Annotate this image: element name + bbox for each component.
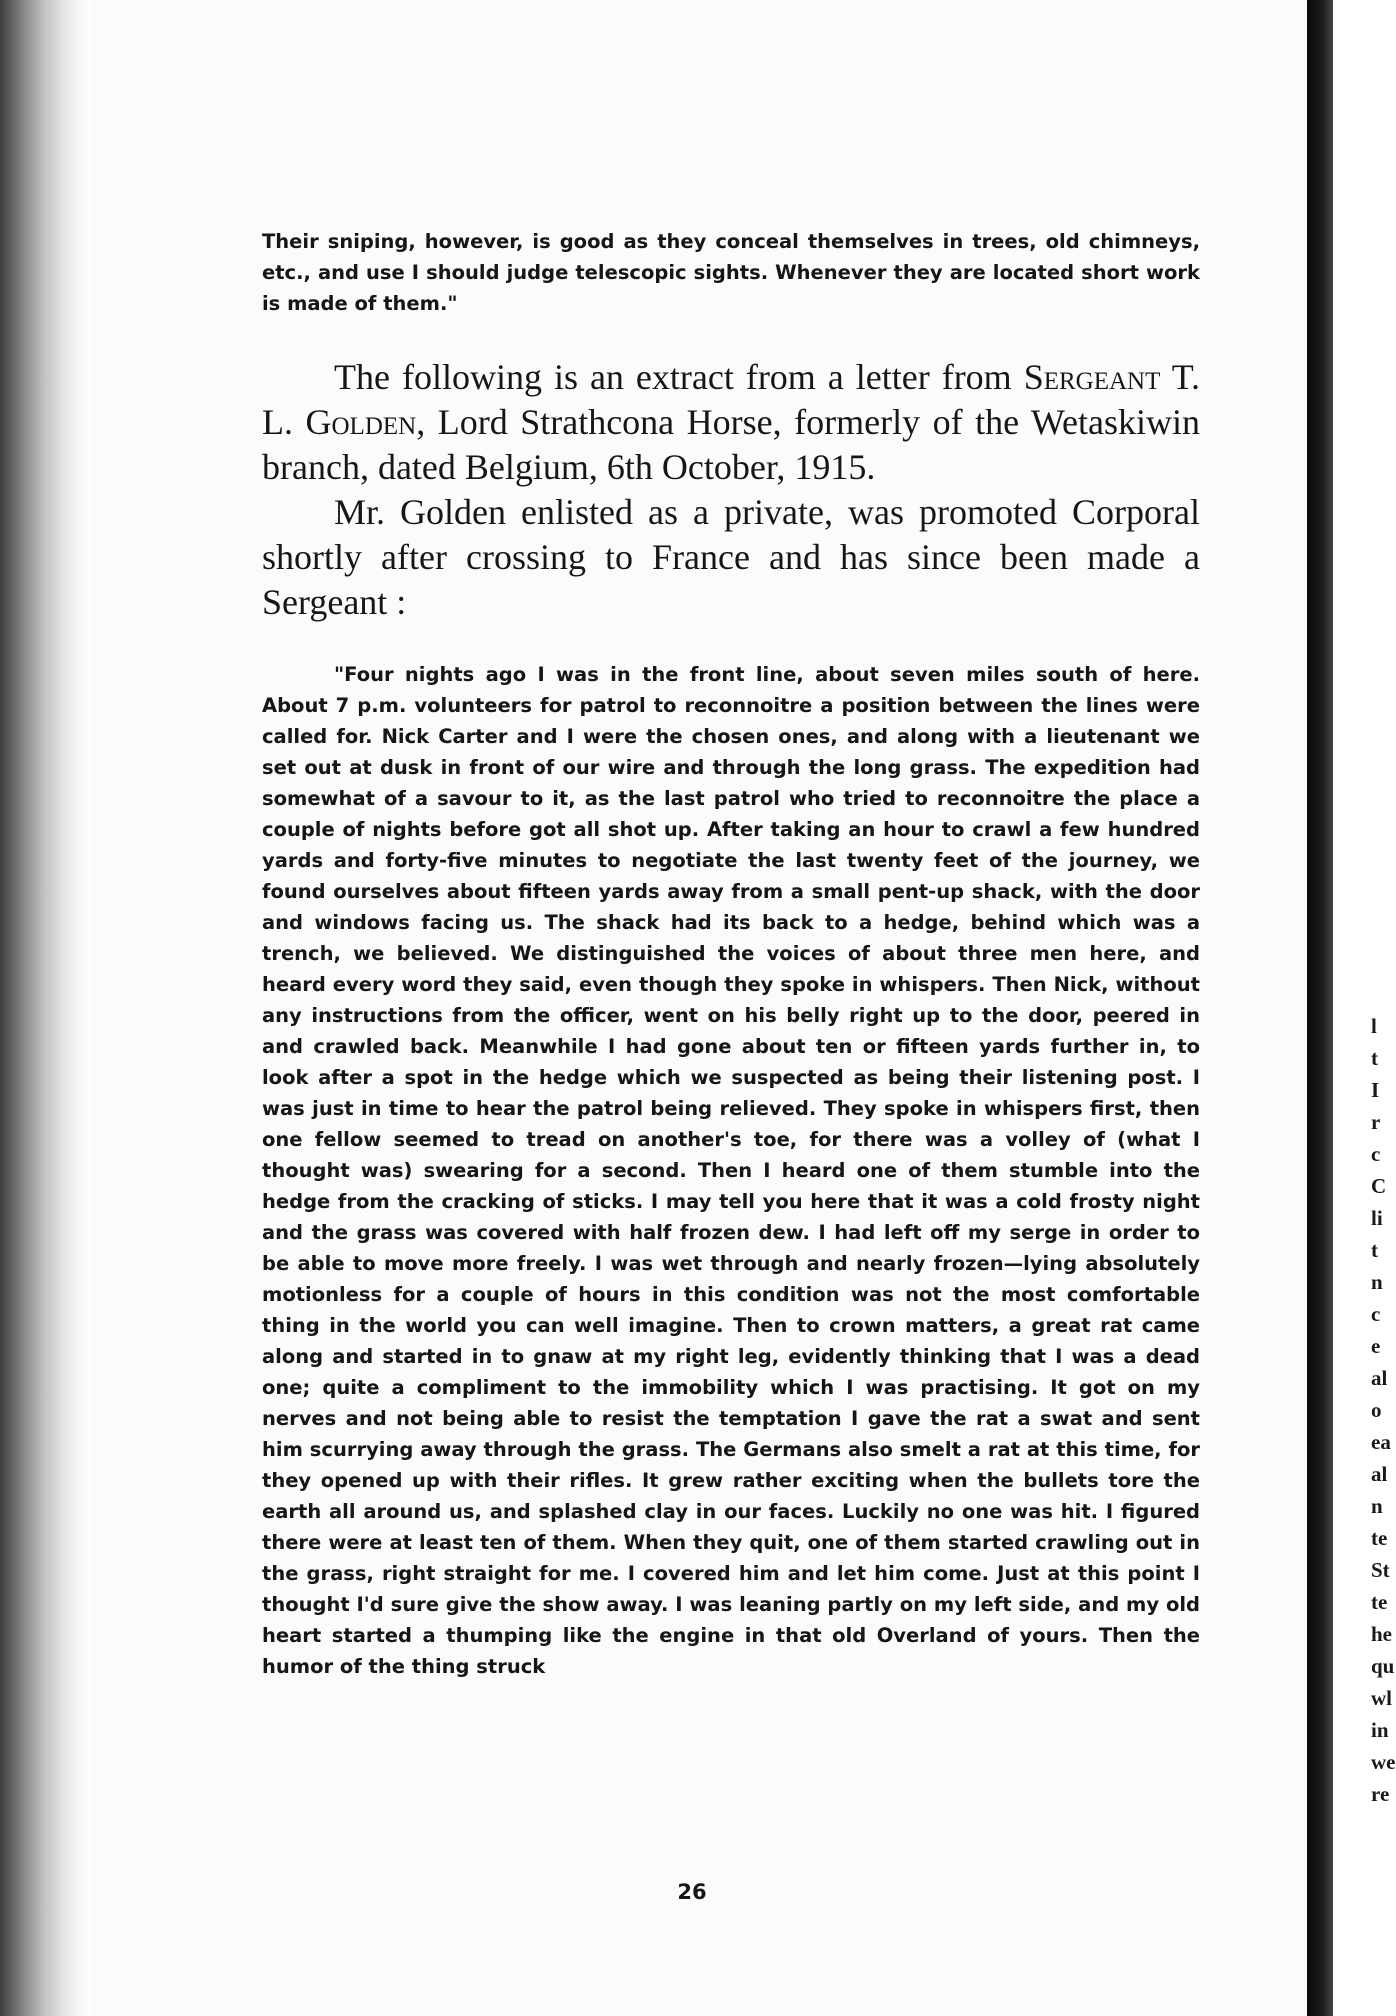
facing-page-fragment: he (1371, 1622, 1392, 1646)
previous-letter-ending: Their sniping, however, is good as they conceal themselves in trees, old chimneys, etc., and use I should judge telescopic sights. Whenever they are located short work is made of them." (262, 230, 1200, 315)
book-gutter-shadow (0, 0, 92, 2016)
page-text (262, 226, 1200, 1682)
facing-page-fragment: wl (1371, 1686, 1392, 1710)
facing-page-fragment: we (1371, 1750, 1396, 1774)
facing-page-fragment: t (1371, 1238, 1378, 1262)
intro-paragraph (262, 355, 1200, 490)
letter-extract: "Four nights ago I was in the front line, about seven miles south of here. About 7 p.m. volunteers for patrol to reconnoitre a position between the lines were called for. Nick Carter and I were the chosen ones, and along with a lieutenant we set out at dusk in front of our wire and through the long grass. The expedition had somewhat of a savour to it, as the last patrol who tried to reconnoitre the place a couple of nights before got all shot up. After taking an hour to crawl a few hundred yards and forty-five minutes to negotiate the last twenty feet of the journey, we found ourselves about fifteen yards away from a small pent-up shack, with the door and windows facing us. The shack had its back to a hedge, behind which was a trench, we believed. We distinguished the voices of about three men here, and heard every word they said, even though they spoke in whispers. Then Nick, without any instructions from the officer, went on his belly right up to the door, peered in and crawled back. Meanwhile I had gone about ten or fifteen yards further in, to look after a spot in the hedge which we suspected as being their listening post. I was just in time to hear the patrol being relieved. They spoke in whispers first, then one fellow seemed to tread on another's toe, for there was a volley of (what I thought was) swearing for a second. Then I heard one of them stumble into the hedge from the cracking of sticks. I may tell you here that it was a cold frosty night and the grass was covered with half frozen dew. I had left off my serge in order to be able to move more freely. I was wet through and nearly frozen—lying absolutely motionless for a couple of hours in this condition was not the most comfortable thing in the world you can well imagine. Then to crown matters, a great rat came along and started in to gnaw at my right leg, evidently thinking that I was a dead one; quite a compliment to the immobility which I was practising. It got on my nerves and not being able to resist the temptation I gave the rat a swat and sent him scurrying away through the grass. The Germans also smelt a rat at this time, for they opened up with their rifles. It grew rather exciting when the bullets tore the earth all around us, and splashed clay in our faces. Luckily no one was hit. I figured there were at least ten of them. When they quit, one of them started crawling out in the grass, right straight for me. I covered him and let him come. Just at this point I thought I'd sure give the show away. I was leaning partly on my left side, and my old heart started a thumping like the engine in that old Overland of yours. Then the humor of the thing struck (262, 663, 1200, 1678)
facing-page-fragment: l (1371, 1014, 1377, 1038)
facing-page-fragment: t (1371, 1046, 1378, 1070)
facing-page-fragment: qu (1371, 1654, 1395, 1678)
biography-paragraph: Mr. Golden enlisted as a private, was promoted Corporal shortly after crossing to France and has since been made a Sergeant : (262, 492, 1200, 622)
facing-page-fragment: C (1371, 1174, 1387, 1198)
facing-page-fragment: li (1371, 1206, 1383, 1230)
facing-page-fragment: al (1371, 1462, 1388, 1486)
intro-text: The following is an extract from a letter from (334, 357, 1012, 397)
facing-page-fragment: c (1371, 1302, 1381, 1326)
facing-page-fragment: o (1371, 1398, 1382, 1422)
page-number: 26 (677, 1880, 707, 1904)
page-edge-shadow (1307, 0, 1333, 2016)
facing-page-fragment: al (1371, 1366, 1388, 1390)
facing-page-fragment: ea (1371, 1430, 1391, 1454)
facing-page-fragment: n (1371, 1270, 1383, 1294)
intro-text-continued: Lord Strathcona Horse, formerly of the Wetaskiwin branch, dated Belgium, 6th October, 1915. (262, 402, 1200, 487)
facing-page-fragment: c (1371, 1142, 1381, 1166)
facing-page-fragment: te (1371, 1526, 1388, 1550)
facing-page-fragment: I (1371, 1078, 1380, 1102)
sender-name: Sergeant T. L. Golden, (262, 357, 1201, 442)
facing-page-fragment: re (1371, 1782, 1390, 1806)
facing-page-fragment: te (1371, 1590, 1388, 1614)
facing-page-fragment: r (1371, 1110, 1381, 1134)
facing-page-fragment: St (1371, 1558, 1390, 1582)
facing-page-edge (1307, 0, 1396, 2016)
facing-page-fragment: in (1371, 1718, 1389, 1742)
facing-page-fragment: n (1371, 1494, 1383, 1518)
facing-page-fragment: e (1371, 1334, 1381, 1358)
